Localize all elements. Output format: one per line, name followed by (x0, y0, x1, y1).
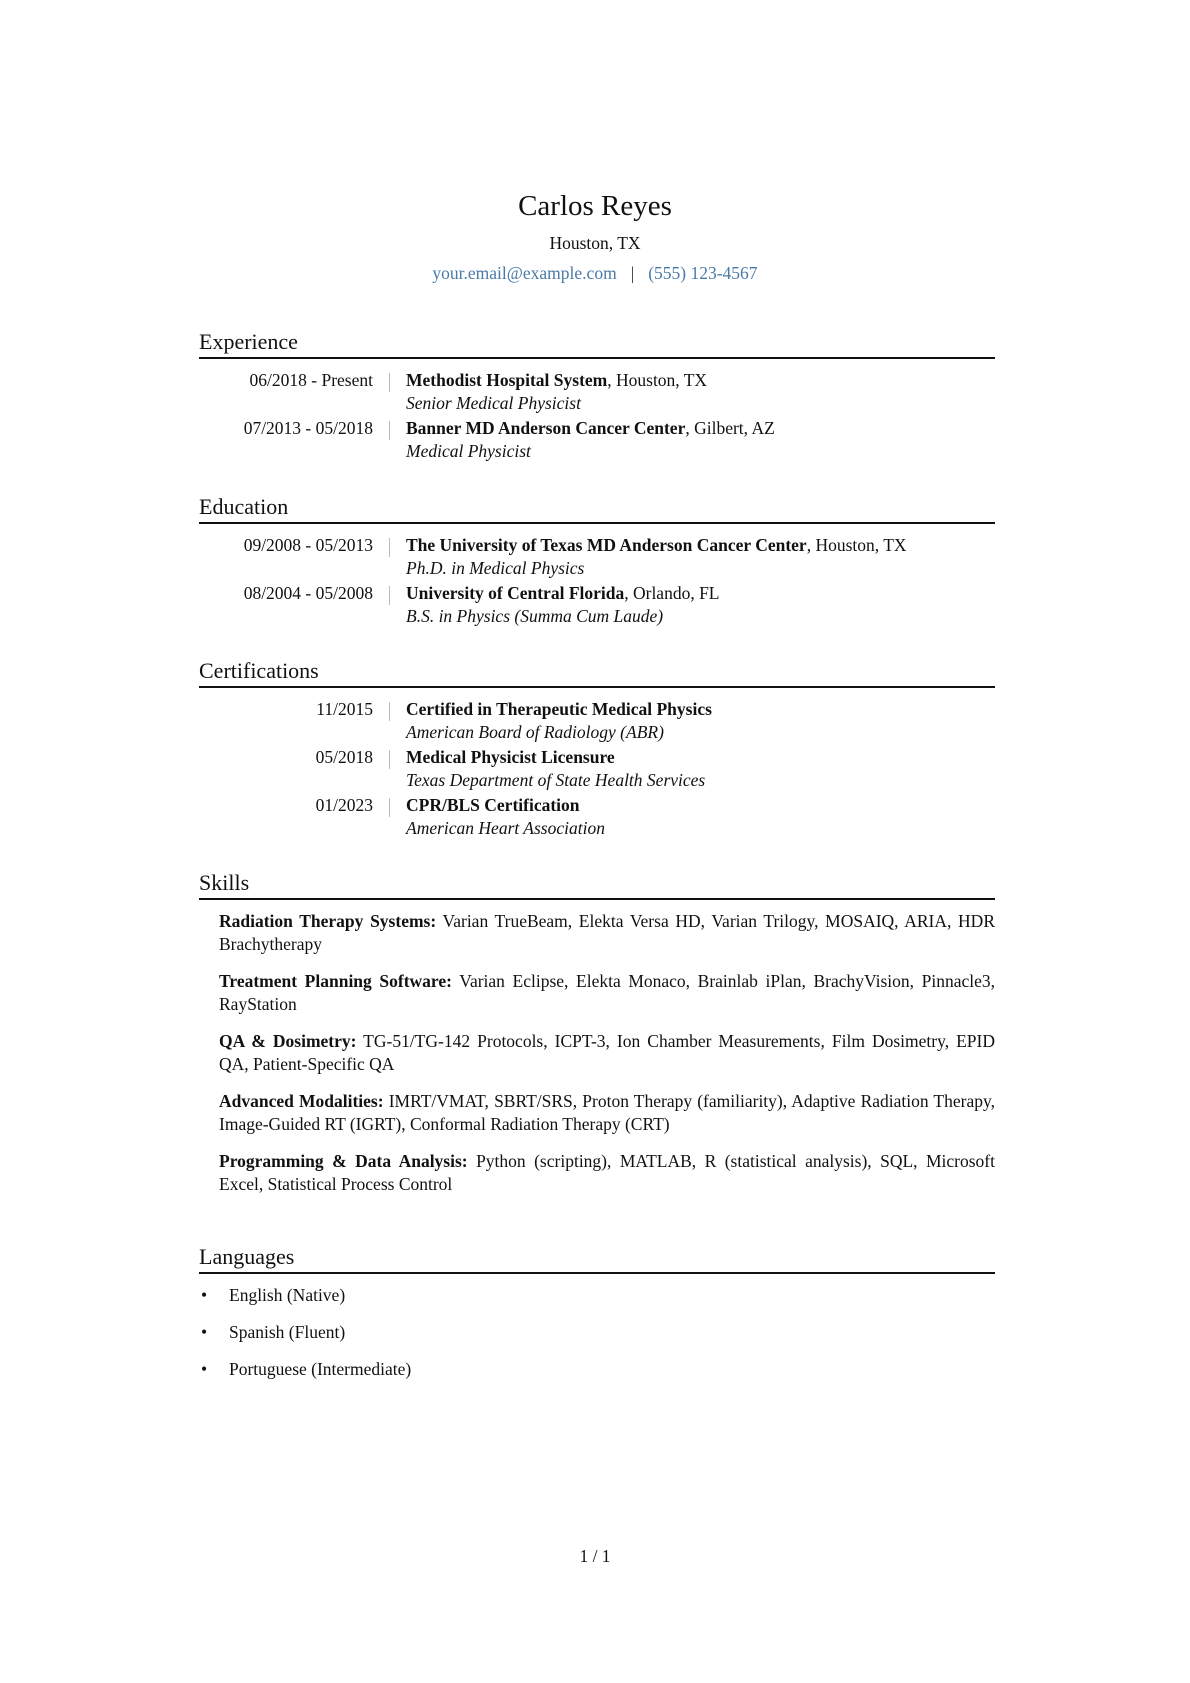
divider (389, 798, 390, 817)
entry-list (199, 698, 995, 842)
language-item: • English (Native) (199, 1284, 995, 1321)
organization: The University of Texas MD Anderson Cancer Center (406, 535, 807, 555)
divider (389, 373, 390, 392)
entry-body (406, 534, 907, 580)
skill-text: IMRT/VMAT, SBRT/SRS, Proton Therapy (familiarity), Adaptive Radiation Therapy, Image-Guided RT (IGRT), Conformal Radiation Therapy (CRT) (219, 1091, 995, 1134)
entry-date: 05/2018 (315, 747, 373, 767)
skill-item (219, 1030, 995, 1076)
section-heading: Education (199, 493, 995, 524)
skill-text: Python (scripting), MATLAB, R (statistical analysis), SQL, Microsoft Excel, Statistical Process Control (219, 1151, 996, 1194)
skill-text: Varian Eclipse, Elekta Monaco, Brainlab iPlan, BrachyVision, Pinnacle3, RayStation (219, 971, 995, 1014)
divider (389, 538, 390, 557)
entry-body (406, 746, 705, 792)
entry-date: 09/2008 - 05/2013 (243, 535, 373, 555)
skill-label: Treatment Planning Software: (219, 971, 452, 991)
entry-item (199, 369, 995, 417)
separator: | (630, 263, 635, 283)
entry-list (199, 534, 995, 630)
organization: University of Central Florida (406, 583, 625, 603)
skill-item (219, 1150, 995, 1196)
skill-label: Advanced Modalities: (219, 1091, 384, 1111)
skill-item (219, 910, 995, 956)
entry-body (406, 794, 605, 840)
entry-item (199, 794, 995, 842)
entry-list (199, 369, 995, 465)
skill-label: Radiation Therapy Systems: (219, 911, 437, 931)
entry-date: 01/2023 (315, 795, 373, 815)
divider (389, 586, 390, 605)
entry-subtitle: Senior Medical Physicist (406, 393, 581, 413)
candidate-name: Carlos Reyes (518, 190, 672, 222)
organization: CPR/BLS Certification (406, 795, 580, 815)
skills-list (199, 910, 995, 1196)
languages-section (199, 1243, 995, 1395)
section-heading: Experience (199, 328, 995, 359)
section-heading: Skills (199, 869, 995, 900)
language-item: • Portuguese (Intermediate) (199, 1358, 995, 1395)
divider (389, 421, 390, 440)
skill-label: Programming & Data Analysis: (219, 1151, 468, 1171)
divider (389, 750, 390, 769)
entry-item (199, 534, 995, 582)
skill-text: TG-51/TG-142 Protocols, ICPT-3, Ion Chamber Measurements, Film Dosimetry, EPID QA, Patient-Specific QA (219, 1031, 995, 1074)
email-link[interactable]: your.email@example.com (432, 263, 617, 283)
entry-date: 11/2015 (316, 699, 373, 719)
divider (389, 702, 390, 721)
place: , Houston, TX (806, 535, 907, 555)
entry-subtitle: Medical Physicist (406, 441, 531, 461)
entry-item (199, 417, 995, 465)
entry-body (406, 582, 720, 628)
experience-section (199, 328, 995, 465)
page-number: 1 / 1 (579, 1546, 611, 1566)
entry-item (199, 582, 995, 630)
entry-body (406, 417, 775, 463)
entry-date: 06/2018 - Present (249, 370, 373, 390)
organization: Banner MD Anderson Cancer Center (406, 418, 686, 438)
entry-date: 07/2013 - 05/2018 (243, 418, 373, 438)
education-section (199, 493, 995, 630)
entry-body (406, 698, 712, 744)
entry-title-line (406, 698, 712, 721)
entry-title-line (406, 794, 605, 817)
organization: Certified in Therapeutic Medical Physics (406, 699, 712, 719)
skill-text: Varian TrueBeam, Elekta Versa HD, Varian Trilogy, MOSAIQ, ARIA, HDR Brachytherapy (219, 911, 995, 954)
entry-subtitle: Ph.D. in Medical Physics (406, 558, 585, 578)
place: , Orlando, FL (624, 583, 720, 603)
entry-title-line (406, 534, 907, 557)
location: Houston, TX (549, 233, 641, 253)
skills-section (199, 869, 995, 1210)
entry-item (199, 746, 995, 794)
entry-title-line (406, 369, 707, 392)
place: , Houston, TX (607, 370, 708, 390)
entry-title-line (406, 582, 720, 605)
entry-body (406, 369, 707, 415)
skill-item (219, 1090, 995, 1136)
language-item: • Spanish (Fluent) (199, 1321, 995, 1358)
phone-link[interactable]: (555) 123-4567 (648, 263, 758, 283)
certifications-section (199, 657, 995, 842)
entry-subtitle: B.S. in Physics (Summa Cum Laude) (406, 606, 664, 626)
place: , Gilbert, AZ (685, 418, 775, 438)
languages-list (199, 1284, 995, 1395)
section-heading: Certifications (199, 657, 995, 688)
contact-line (0, 263, 1190, 284)
entry-subtitle: American Board of Radiology (ABR) (406, 722, 664, 742)
organization: Methodist Hospital System (406, 370, 608, 390)
entry-title-line (406, 746, 705, 769)
entry-subtitle: American Heart Association (406, 818, 605, 838)
skill-item (219, 970, 995, 1016)
organization: Medical Physicist Licensure (406, 747, 615, 767)
entry-subtitle: Texas Department of State Health Services (406, 770, 706, 790)
skill-label: QA & Dosimetry: (219, 1031, 357, 1051)
entry-title-line (406, 417, 775, 440)
section-heading: Languages (199, 1243, 995, 1274)
entry-item (199, 698, 995, 746)
entry-date: 08/2004 - 05/2008 (243, 583, 373, 603)
